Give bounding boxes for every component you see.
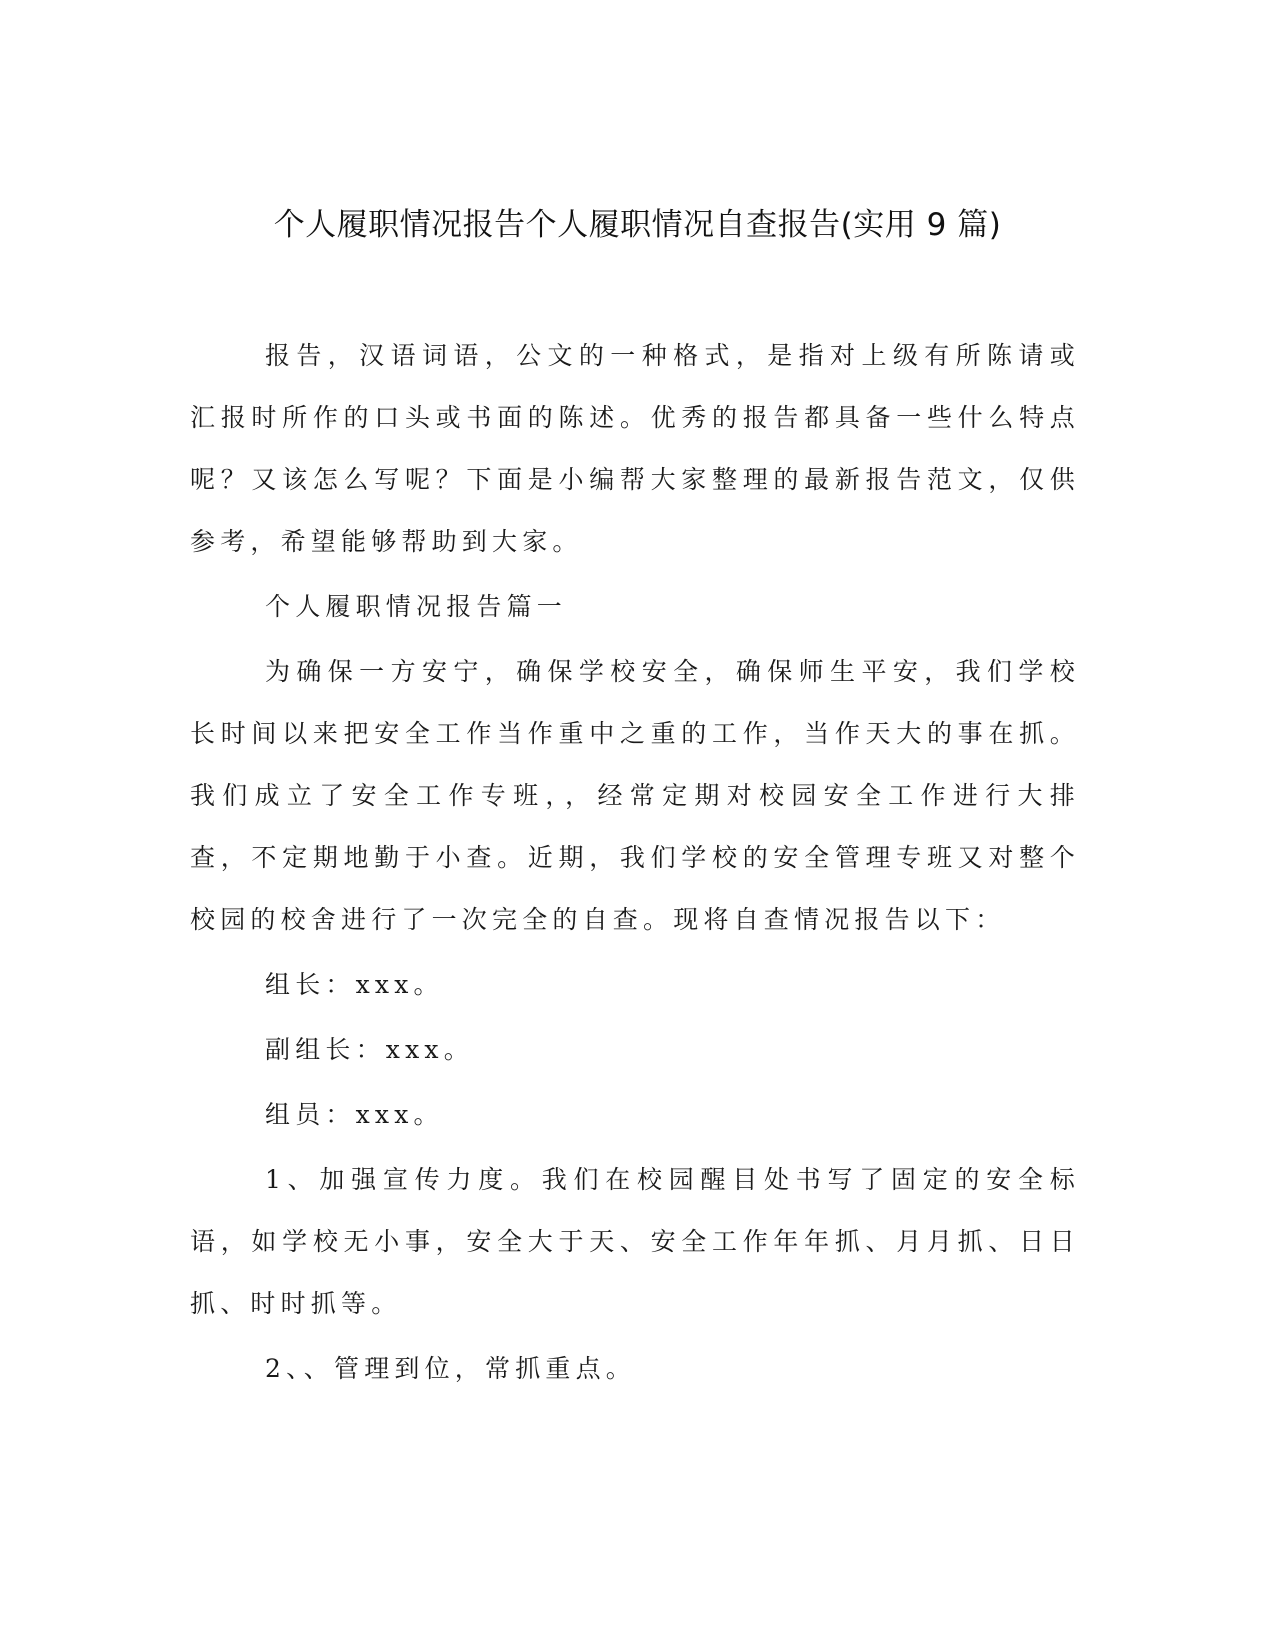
- member-line: 组员：xxx。: [265, 1100, 444, 1129]
- section-heading: 个人履职情况报告篇一: [265, 592, 568, 621]
- list-item: 1、加强宣传力度。我们在校园醒目处书写了固定的安全标语，如学校无小事，安全大于天、安全工作年年抓、月月抓、日日抓、时时抓等。: [190, 1165, 1080, 1318]
- document-title: 个人履职情况报告个人履职情况自查报告(实用 9 篇): [273, 207, 1002, 243]
- deputy-leader-line: 副组长：xxx。: [265, 1035, 474, 1064]
- document-body: [190, 325, 1080, 1403]
- leader-line: 组长：xxx。: [265, 970, 444, 999]
- list-item: 2、、管理到位，常抓重点。: [265, 1354, 637, 1383]
- intro-paragraph: 报告，汉语词语，公文的一种格式，是指对上级有所陈请或汇报时所作的口头或书面的陈述。优秀的报告都具备一些什么特点呢？又该怎么写呢？下面是小编帮大家整理的最新报告范文，仅供参考，希望能够帮助到大家。: [190, 341, 1080, 556]
- body-paragraph: 为确保一方安宁，确保学校安全，确保师生平安，我们学校长时间以来把安全工作当作重中之重的工作，当作天大的事在抓。我们成立了安全工作专班，，经常定期对校园安全工作进行大排查，不定期地勤于小查。近期，我们学校的安全管理专班又对整个校园的校舍进行了一次完全的自查。现将自查情况报告以下：: [190, 657, 1080, 934]
